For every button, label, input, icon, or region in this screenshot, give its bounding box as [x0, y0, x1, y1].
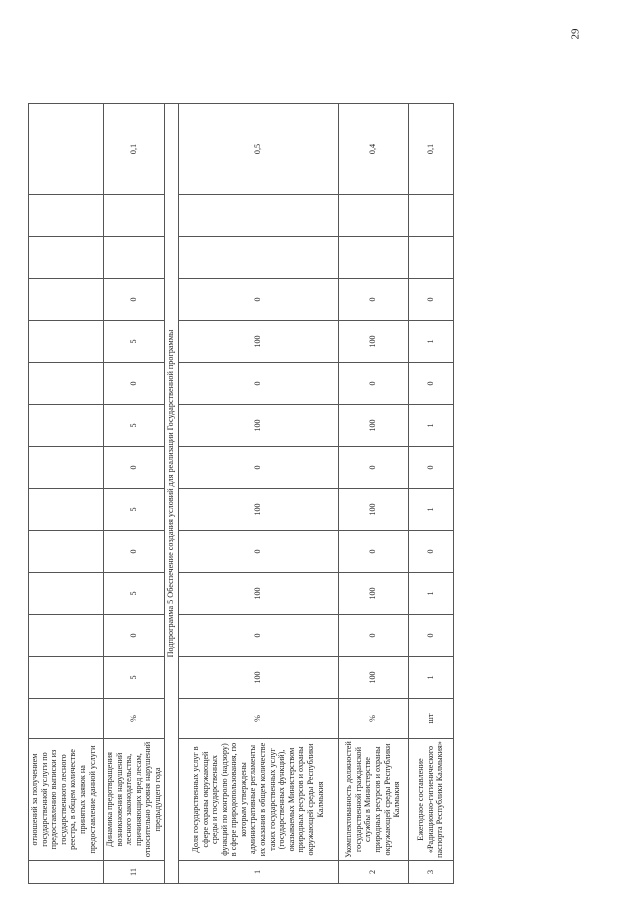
weight-cell: 0,5	[178, 104, 338, 195]
value-cell	[338, 195, 408, 237]
value-cell: 1	[408, 573, 453, 615]
unit-cell: шт	[408, 699, 453, 739]
row-number: 11	[104, 861, 165, 884]
row-number	[29, 861, 104, 884]
weight-cell: 0,1	[104, 104, 165, 195]
value-cell: 100	[338, 573, 408, 615]
indicator-name: Доля государственных услуг в сфере охраны окружающей среды и государственных функций по контролю (надзору) в сфере природопользования, по которым утверждены административные регламенты их оказания в общем количестве таких государственных услуг (государственных функций), оказываемых Министерством природных ресурсов и охраны окружающей среды Республики Калмыкия	[178, 739, 338, 861]
value-cell: 100	[338, 405, 408, 447]
indicator-name: Укомплектованность должностей государственной гражданской службы в Министерстве природных ресурсов и охраны окружающей среды Республики Калмыкия	[338, 739, 408, 861]
value-cell: 0	[178, 531, 338, 573]
value-cell	[29, 447, 104, 489]
value-cell: 0	[338, 447, 408, 489]
table-body	[29, 104, 454, 884]
table-row	[104, 104, 165, 884]
weight-cell: 0,1	[408, 104, 453, 195]
value-cell: 0	[408, 615, 453, 657]
value-cell	[408, 195, 453, 237]
subprogram-title: Подпрограмма 5 Обеспечение создания условий для реализации Государственной программы	[164, 104, 178, 884]
value-cell: 100	[178, 405, 338, 447]
subprogram-row	[164, 104, 178, 884]
value-cell	[178, 195, 338, 237]
value-cell: 0	[104, 615, 165, 657]
value-cell: 5	[104, 321, 165, 363]
value-cell: 100	[178, 657, 338, 699]
value-cell: 0	[408, 531, 453, 573]
value-cell: 0	[408, 447, 453, 489]
value-cell: 0	[178, 447, 338, 489]
value-cell	[29, 657, 104, 699]
value-cell: 5	[104, 657, 165, 699]
unit-cell: %	[178, 699, 338, 739]
value-cell	[29, 195, 104, 237]
value-cell: 5	[104, 405, 165, 447]
weight-cell	[29, 104, 104, 195]
value-cell	[29, 615, 104, 657]
value-cell	[338, 237, 408, 279]
value-cell	[29, 573, 104, 615]
value-cell: 5	[104, 573, 165, 615]
value-cell	[29, 363, 104, 405]
value-cell	[29, 237, 104, 279]
value-cell	[29, 489, 104, 531]
page-number: 29	[569, 28, 582, 40]
indicators-table	[28, 103, 454, 884]
table-row	[178, 104, 338, 884]
value-cell: 0	[104, 363, 165, 405]
value-cell: 0	[178, 363, 338, 405]
indicator-name: отношений за получением государственной услуги по предоставлению выписки из государственного лесного реестра, в общем количестве принятых заявок на предоставление данной услуги	[29, 739, 104, 861]
value-cell	[104, 195, 165, 237]
value-cell: 100	[178, 573, 338, 615]
indicator-name: Ежегодное составление «Радиационно-гигиенического паспорта Республики Калмыкия»	[408, 739, 453, 861]
row-number: 2	[338, 861, 408, 884]
value-cell: 100	[338, 321, 408, 363]
value-cell: 0	[104, 531, 165, 573]
unit-cell: %	[104, 699, 165, 739]
value-cell: 0	[104, 279, 165, 321]
indicator-name: Динамика предотвращения возникновения нарушений лесного законодательства, причиняющих вред лесам, относительно уровня нарушений предыдущего года	[104, 739, 165, 861]
row-number: 1	[178, 861, 338, 884]
rotated-table-container	[28, 140, 443, 884]
value-cell: 1	[408, 489, 453, 531]
value-cell: 100	[178, 489, 338, 531]
value-cell	[29, 321, 104, 363]
table-row	[408, 104, 453, 884]
value-cell: 0	[408, 279, 453, 321]
value-cell: 0	[104, 447, 165, 489]
value-cell	[29, 405, 104, 447]
value-cell: 0	[178, 279, 338, 321]
value-cell: 100	[338, 657, 408, 699]
value-cell: 0	[338, 615, 408, 657]
value-cell: 0	[338, 279, 408, 321]
value-cell	[408, 237, 453, 279]
value-cell: 0	[338, 531, 408, 573]
table-row	[338, 104, 408, 884]
value-cell: 1	[408, 405, 453, 447]
value-cell: 0	[178, 615, 338, 657]
weight-cell: 0,4	[338, 104, 408, 195]
value-cell: 100	[178, 321, 338, 363]
value-cell: 100	[338, 489, 408, 531]
value-cell: 0	[338, 363, 408, 405]
value-cell	[29, 531, 104, 573]
value-cell	[29, 279, 104, 321]
value-cell: 5	[104, 489, 165, 531]
value-cell	[104, 237, 165, 279]
unit-cell: %	[338, 699, 408, 739]
value-cell: 0	[408, 363, 453, 405]
value-cell: 1	[408, 321, 453, 363]
unit-cell	[29, 699, 104, 739]
row-number: 3	[408, 861, 453, 884]
value-cell	[178, 237, 338, 279]
value-cell: 1	[408, 657, 453, 699]
table-row	[29, 104, 104, 884]
